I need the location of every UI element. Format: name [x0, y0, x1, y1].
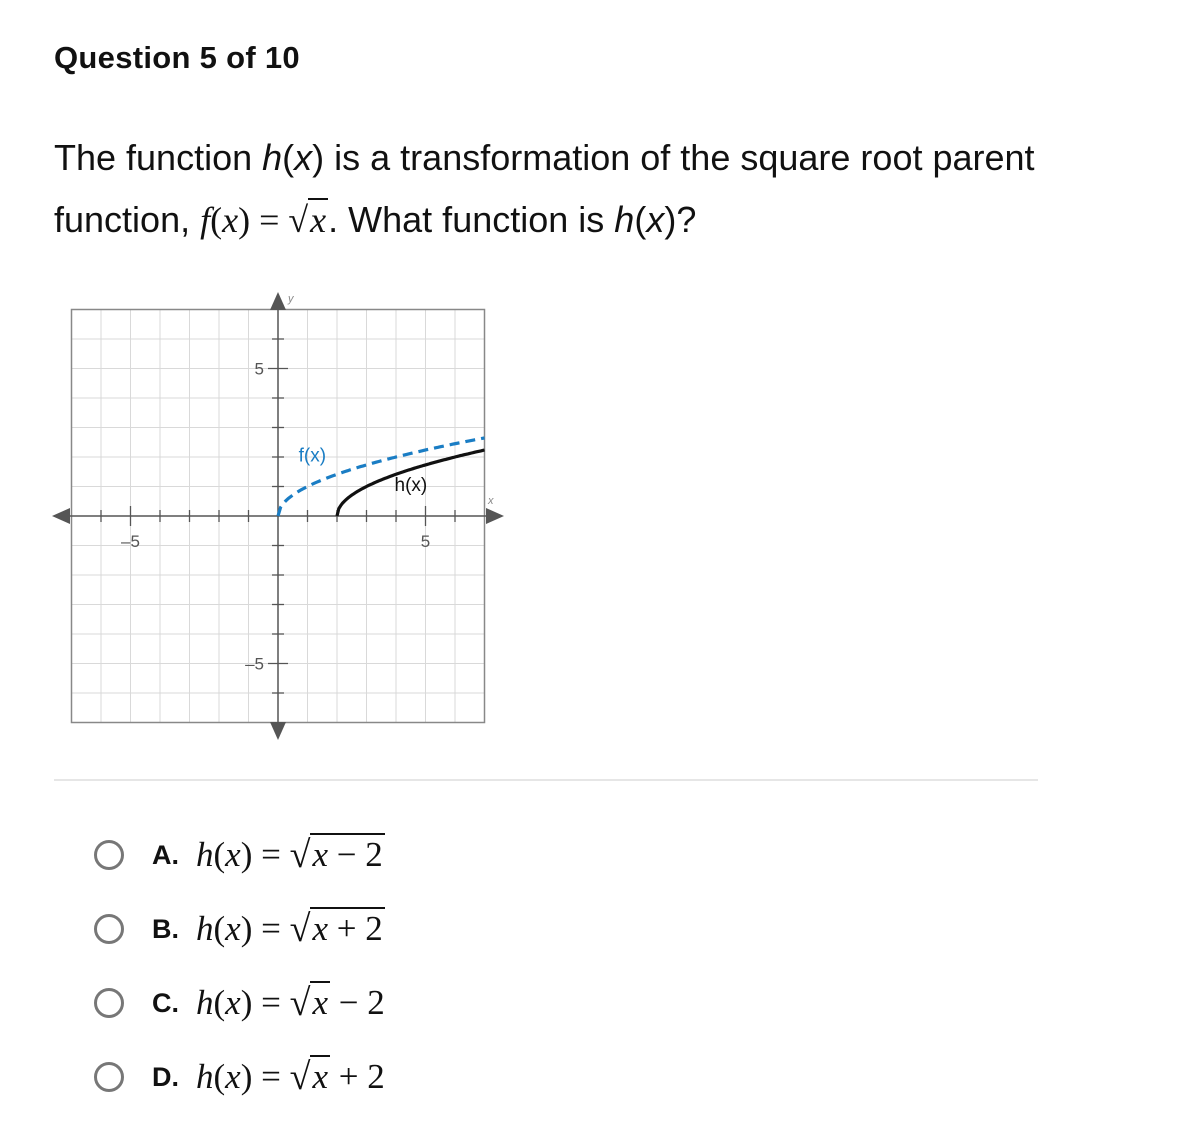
formula-radicand: x [312, 1057, 329, 1096]
prompt-text: The function [54, 137, 263, 178]
f-def-paren: ) [238, 200, 251, 240]
formula-variable: x [225, 1057, 241, 1096]
answer-choices [94, 818, 385, 1114]
sqrt-symbol: √ [288, 200, 309, 240]
prompt-text: . What function is [328, 199, 615, 240]
x-tick-label-pos: 5 [420, 532, 431, 551]
prompt-h-paren-close: ) [312, 137, 325, 178]
coordinate-graph [50, 288, 510, 753]
f-def-radicand: x [310, 200, 327, 240]
prompt-h-name: h [614, 199, 635, 240]
f-def-x: x [222, 200, 239, 240]
radio-button[interactable] [94, 988, 124, 1018]
prompt-h-paren-open: ( [634, 199, 647, 240]
sqrt-symbol: √ [289, 982, 311, 1024]
answer-choice-a[interactable] [94, 818, 385, 892]
y-axis-arrow-up [270, 292, 286, 310]
h-curve-label: h(x) [394, 474, 428, 496]
formula-variable: x [225, 983, 241, 1022]
choice-letter: C. [152, 987, 179, 1018]
choice-formula: h(x) = √x + 2 [196, 1056, 385, 1098]
choice-formula: h(x) = √x − 2 [196, 834, 383, 876]
radio-button[interactable] [94, 840, 124, 870]
prompt-text: ? [676, 199, 697, 240]
choice-formula: h(x) = √x + 2 [196, 908, 383, 950]
y-axis-arrow-down [270, 722, 286, 740]
x-tick-label-neg: –5 [121, 532, 140, 551]
choice-letter: D. [152, 1061, 179, 1092]
prompt-h-paren-open: ( [282, 137, 295, 178]
choice-formula: h(x) = √x − 2 [196, 982, 385, 1024]
f-def-paren: ( [210, 200, 223, 240]
question-counter: Question 5 of 10 [54, 40, 300, 75]
choice-letter: B. [152, 913, 179, 944]
sqrt-symbol: √ [289, 1056, 311, 1098]
y-tick-label-neg: –5 [245, 654, 264, 674]
prompt-h-paren-close: ) [664, 199, 677, 240]
answer-choice-d[interactable] [94, 1040, 385, 1114]
question-prompt [54, 127, 1114, 251]
prompt-h-var: x [646, 199, 665, 240]
formula-function-name: h [196, 1057, 214, 1096]
f-def-sqrt [288, 189, 328, 251]
formula-variable: x [225, 835, 241, 874]
f-def-equals: = [250, 200, 289, 240]
formula-function-name: h [196, 983, 214, 1022]
sqrt-symbol: √ [289, 834, 311, 876]
graph-svg [50, 288, 510, 748]
formula-radicand: x − 2 [312, 835, 383, 874]
prompt-text: function, [54, 199, 201, 240]
f-def-f: f [200, 200, 211, 240]
radio-button[interactable] [94, 1062, 124, 1092]
sqrt-symbol: √ [289, 908, 311, 950]
formula-function-name: h [196, 835, 214, 874]
x-axis-label: x [488, 495, 494, 507]
choice-letter: A. [152, 839, 179, 870]
x-axis-arrow-right [486, 508, 504, 524]
prompt-text: is a transformation of the square root parent [324, 137, 1035, 178]
divider [54, 779, 1038, 781]
y-tick-label-pos: 5 [254, 359, 264, 379]
f-curve-label: f(x) [298, 445, 327, 467]
formula-outside-term: − 2 [330, 983, 385, 1022]
answer-choice-c[interactable] [94, 966, 385, 1040]
prompt-h-var: x [294, 137, 313, 178]
radio-button[interactable] [94, 914, 124, 944]
formula-function-name: h [196, 909, 214, 948]
formula-variable: x [225, 909, 241, 948]
prompt-h-name: h [262, 137, 283, 178]
y-axis-label: y [288, 293, 294, 305]
formula-radicand: x [312, 983, 329, 1022]
formula-radicand: x + 2 [312, 909, 383, 948]
formula-outside-term: + 2 [330, 1057, 385, 1096]
x-axis-arrow-left [52, 508, 70, 524]
answer-choice-b[interactable] [94, 892, 385, 966]
